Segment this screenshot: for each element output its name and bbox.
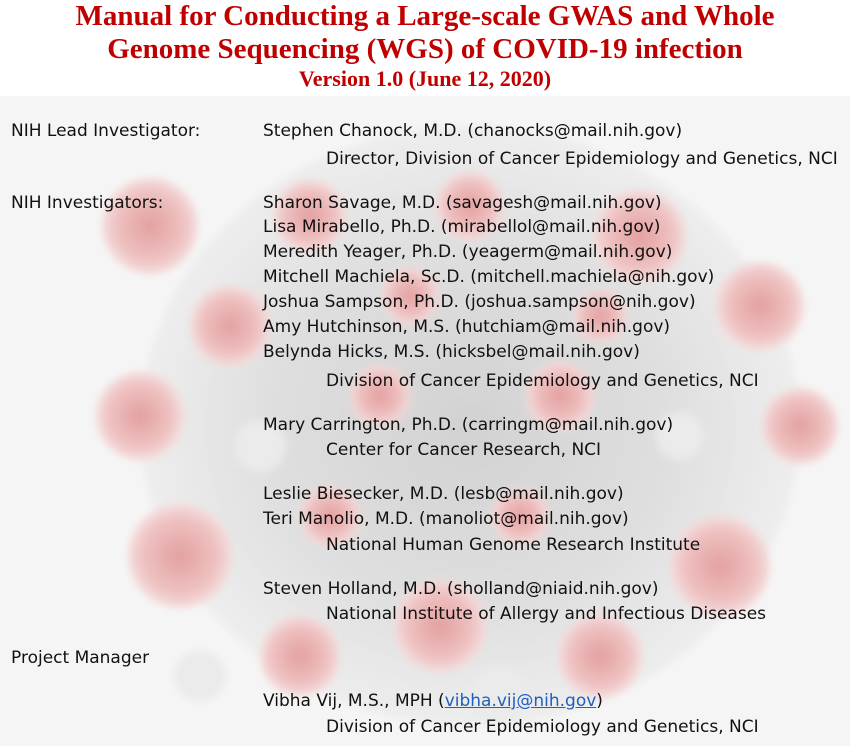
document-body: [0, 96, 850, 746]
project-manager-label: Project Manager: [11, 648, 150, 668]
investigator-line: Mitchell Machiela, Sc.D. (mitchell.machiela@nih.gov): [263, 267, 715, 287]
investigator-affiliation: National Institute of Allergy and Infectious Diseases: [326, 604, 767, 624]
project-manager-name: [263, 690, 603, 712]
investigator-line: Steven Holland, M.D. (sholland@niaid.nih.gov): [263, 579, 659, 599]
title-line-1: Manual for Conducting a Large-scale GWAS and Whole: [75, 0, 775, 32]
investigator-affiliation: Center for Cancer Research, NCI: [326, 440, 602, 460]
lead-investigator-affiliation: Director, Division of Cancer Epidemiology and Genetics, NCI: [326, 149, 838, 169]
investigator-line: Belynda Hicks, M.S. (hicksbel@mail.nih.gov): [263, 342, 640, 362]
investigator-line: Mary Carrington, Ph.D. (carringm@mail.nih.gov): [263, 415, 674, 435]
project-manager-name-prefix: Vibha Vij, M.S., MPH (: [263, 691, 445, 711]
investigator-line: Leslie Biesecker, M.D. (lesb@mail.nih.gov): [263, 484, 624, 504]
project-manager-affiliation: Division of Cancer Epidemiology and Genetics, NCI: [326, 717, 759, 737]
investigator-line: Amy Hutchinson, M.S. (hutchiam@mail.nih.gov): [263, 317, 671, 337]
investigator-line: Meredith Yeager, Ph.D. (yeagerm@mail.nih.gov): [263, 242, 673, 262]
investigator-affiliation: Division of Cancer Epidemiology and Genetics, NCI: [326, 371, 759, 391]
project-manager-email-link[interactable]: vibha.vij@nih.gov: [444, 691, 597, 711]
investigator-line: Sharon Savage, M.D. (savagesh@mail.nih.gov): [263, 193, 662, 213]
investigator-line: Joshua Sampson, Ph.D. (joshua.sampson@nih.gov): [263, 292, 696, 312]
investigators-label: NIH Investigators:: [11, 193, 164, 213]
investigator-affiliation: National Human Genome Research Institute: [326, 535, 701, 555]
project-manager-name-suffix: ): [596, 691, 603, 711]
document-header: [0, 0, 850, 96]
lead-investigator-name: Stephen Chanock, M.D. (chanocks@mail.nih.gov): [263, 121, 683, 141]
lead-investigator-label: NIH Lead Investigator:: [11, 121, 201, 141]
title-line-2: Genome Sequencing (WGS) of COVID-19 infection: [107, 33, 743, 65]
investigator-line: Lisa Mirabello, Ph.D. (mirabellol@mail.nih.gov): [263, 217, 661, 237]
version-line: Version 1.0 (June 12, 2020): [298, 66, 552, 91]
investigator-line: Teri Manolio, M.D. (manoliot@mail.nih.gov): [263, 509, 629, 529]
